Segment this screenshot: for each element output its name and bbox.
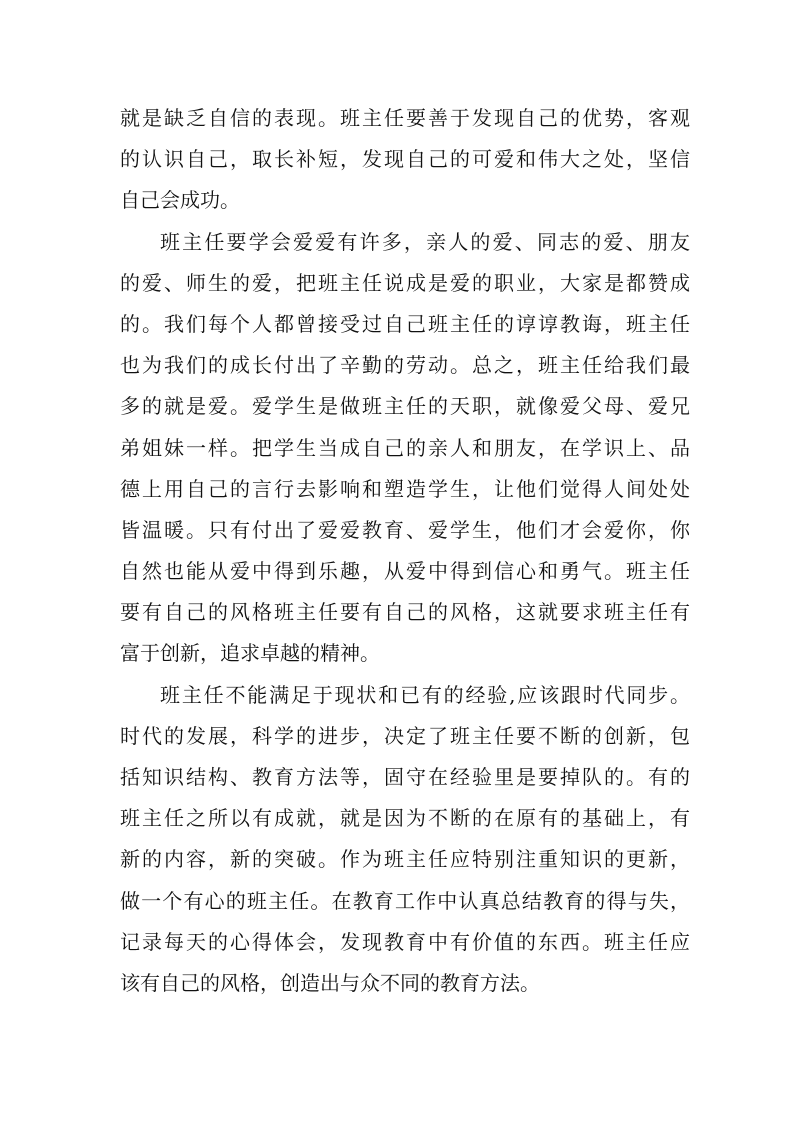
text-line: 皆温暖。只有付出了爱爱教育、爱学生，他们才会爱你，你 (120, 517, 690, 542)
text-line: 就是缺乏自信的表现。班主任要善于发现自己的优势，客观 (120, 106, 690, 130)
text-line: 的。我们每个人都曾接受过自己班主任的谆谆教诲，班主任 (120, 311, 690, 336)
text-line: 要有自己的风格班主任要有自己的风格，这就要求班主任有 (120, 600, 690, 625)
paragraph-start-line: 班主任要学会爱爱有许多，亲人的爱、同志的爱、朋友 (160, 229, 690, 254)
text-line: 多的就是爱。爱学生是做班主任的天职，就像爱父母、爱兄 (120, 394, 690, 419)
body-text (120, 98, 690, 1004)
text-line: 的爱、师生的爱，把班主任说成是爱的职业，大家是都赞成 (120, 270, 690, 295)
text-line: 做一个有心的班主任。在教育工作中认真总结教育的得与失， (120, 888, 690, 913)
text-line: 自己会成功。 (120, 188, 240, 213)
text-line: 德上用自己的言行去影响和塑造学生，让他们觉得人间处处 (120, 476, 690, 501)
text-line: 也为我们的成长付出了辛勤的劳动。总之，班主任给我们最 (120, 353, 690, 378)
text-line: 弟姐妹一样。把学生当成自己的亲人和朋友，在学识上、品 (120, 435, 690, 460)
text-line: 自然也能从爱中得到乐趣，从爱中得到信心和勇气。班主任 (120, 559, 690, 584)
text-line: 班主任之所以有成就，就是因为不断的在原有的基础上，有 (120, 806, 690, 831)
text-line: 的认识自己，取长补短，发现自己的可爱和伟大之处，坚信 (120, 147, 690, 172)
text-line: 新的内容，新的突破。作为班主任应特别注重知识的更新， (120, 847, 690, 872)
text-line: 该有自己的风格，创造出与众不同的教育方法。 (120, 970, 540, 995)
text-line: 记录每天的心得体会，发现教育中有价值的东西。班主任应 (120, 929, 690, 954)
text-line: 括知识结构、教育方法等，固守在经验里是要掉队的。有的 (120, 765, 690, 789)
text-line: 富于创新，追求卓越的精神。 (120, 641, 380, 666)
paragraph-start-line: 班主任不能满足于现状和已有的经验,应该跟时代同步。 (160, 682, 690, 707)
text-line: 时代的发展，科学的进步，决定了班主任要不断的创新，包 (120, 723, 690, 748)
